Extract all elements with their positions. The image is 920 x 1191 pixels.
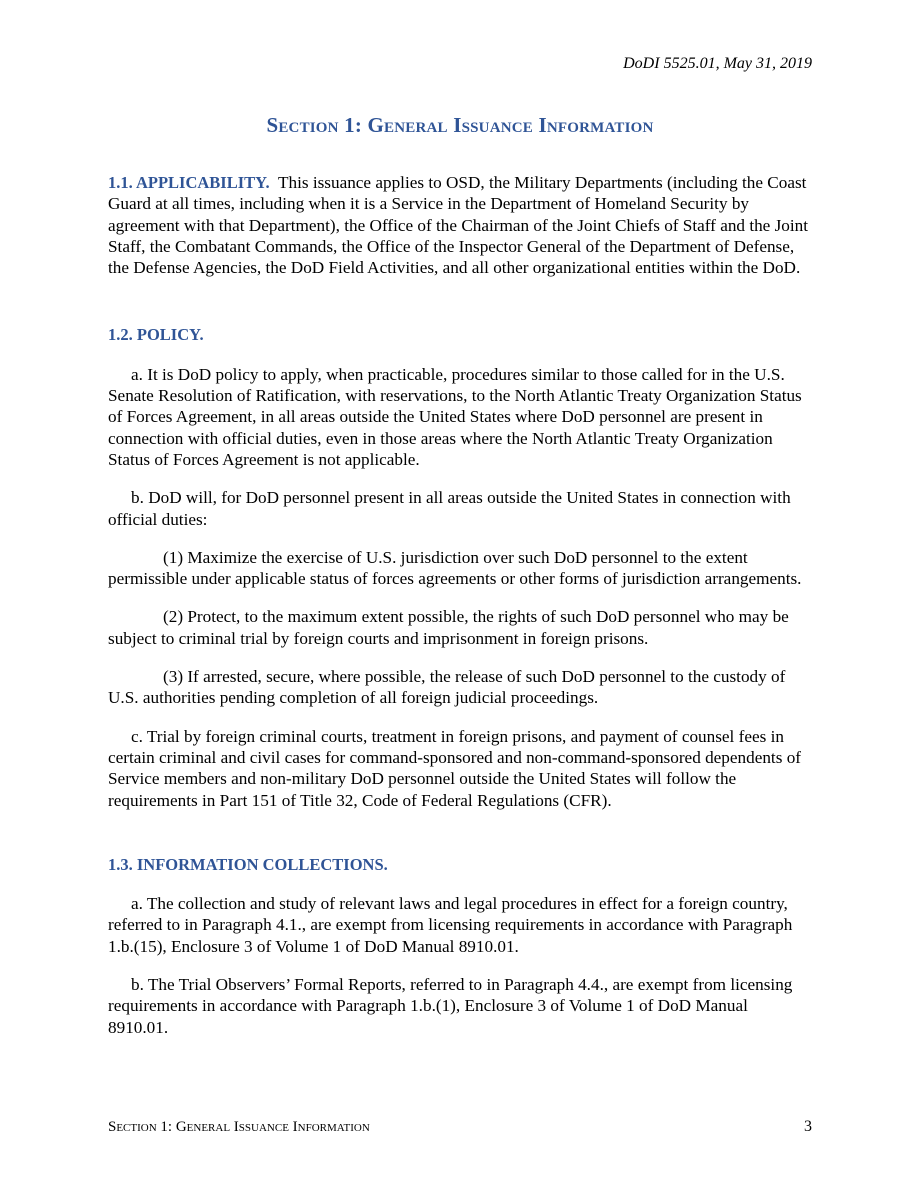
section-title: Section 1: General Issuance Information xyxy=(266,113,654,137)
applicability-paragraph xyxy=(108,172,812,278)
policy-c: c. Trial by foreign criminal courts, treatment in foreign prisons, and payment of counsel fees in certain criminal and civil cases for command-sponsored and non-command-sponsored dependents of Service members and non-military DoD personnel outside the United States will follow the requirements in Part 151 of Title 32, Code of Federal Regulations (CFR). xyxy=(108,726,802,810)
info-collections-b: b. The Trial Observers’ Formal Reports, referred to in Paragraph 4.4., are exempt from licensing requirements in accordance with Paragraph 1.b.(1), Enclosure 3 of Volume 1 of DoD Manual 8910.01. xyxy=(108,975,793,1037)
document-reference: DoDI 5525.01, May 31, 2019 xyxy=(623,55,812,72)
page-number: 3 xyxy=(804,1118,812,1135)
policy-heading: 1.2. POLICY. xyxy=(108,325,204,345)
policy-b2: (2) Protect, to the maximum extent possible, the rights of such DoD personnel who may be subject to criminal trial by foreign courts and imprisonment in foreign prisons. xyxy=(108,607,789,648)
policy-a: a. It is DoD policy to apply, when practicable, procedures similar to those called for in the U.S. Senate Resolution of Ratification, with reservations, to the North Atlantic Treaty Organization Status of Forces Agreement, in all areas outside the United States where DoD personnel are present in connection with official duties, even in those areas where the North Atlantic Treaty Organization Status of Forces Agreement is not applicable. xyxy=(108,364,802,469)
applicability-heading: 1.1. APPLICABILITY. xyxy=(108,173,270,192)
applicability-text: This issuance applies to OSD, the Military Departments (including the Coast Guard at all times, including when it is a Service in the Department of Homeland Security by agreement with that Department), the Office of the Chairman of the Joint Chiefs of Staff and the Joint Staff, the Combatant Commands, the Office of the Inspector General of the Department of Defense, the Defense Agencies, the DoD Field Activities, and all other organizational entities within the DoD. xyxy=(108,173,809,278)
footer-section-label: Section 1: General Issuance Information xyxy=(108,1119,370,1135)
policy-b: b. DoD will, for DoD personnel present in all areas outside the United States in connection with official duties: xyxy=(108,488,791,529)
info-collections-a: a. The collection and study of relevant laws and legal procedures in effect for a foreign country, referred to in Paragraph 4.1., are exempt from licensing requirements in accordance with Paragraph 1.b.(15), Enclosure 3 of Volume 1 of DoD Manual 8910.01. xyxy=(108,894,793,956)
policy-b1: (1) Maximize the exercise of U.S. jurisdiction over such DoD personnel to the extent permissible under applicable status of forces agreements or other forms of jurisdiction arrangements. xyxy=(108,547,802,589)
document-body xyxy=(108,172,812,1055)
info-collections-heading: 1.3. INFORMATION COLLECTIONS. xyxy=(108,854,388,874)
policy-b3: (3) If arrested, secure, where possible, the release of such DoD personnel to the custody of U.S. authorities pending completion of all foreign judicial proceedings. xyxy=(108,667,786,708)
